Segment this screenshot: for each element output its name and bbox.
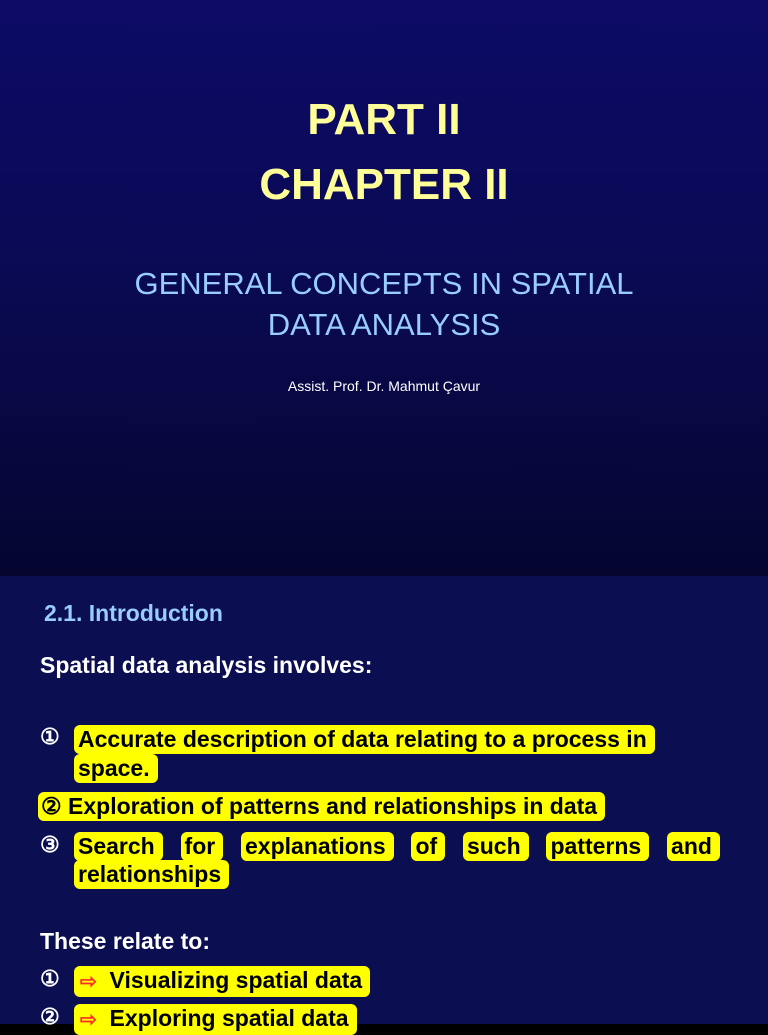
item-1-line-2 xyxy=(74,754,158,783)
item-3-text-2: relationships xyxy=(74,860,229,889)
number-three-marker: ③ xyxy=(40,832,60,857)
item-2-line xyxy=(38,792,605,821)
item-1-text-1: Accurate description of data relating to a process in xyxy=(74,725,655,754)
item-1-text-2: space. xyxy=(74,754,158,783)
relate-item-2-text: Exploring spatial data xyxy=(109,1005,349,1031)
chapter-title: CHAPTER II xyxy=(259,160,509,209)
relate-item-2 xyxy=(74,1004,357,1035)
number-one-marker: ① xyxy=(40,966,60,991)
intro-text: Spatial data analysis involves: xyxy=(40,652,373,678)
relate-heading: These relate to: xyxy=(40,928,210,954)
item-3-word: for xyxy=(181,832,224,861)
item-3-word: such xyxy=(463,832,529,861)
item-3-line-2 xyxy=(74,860,229,889)
item-2-text: Exploration of patterns and relationships in data xyxy=(68,793,598,819)
part-title: PART II xyxy=(307,95,461,144)
item-3-word: Search xyxy=(74,832,163,861)
item-3-word: patterns xyxy=(546,832,649,861)
subtitle-line-1: GENERAL CONCEPTS IN SPATIAL xyxy=(134,266,634,301)
number-two-marker: ② xyxy=(40,1004,60,1029)
number-two-marker: ② xyxy=(41,793,62,819)
right-arrow-icon: ⇨ xyxy=(80,1009,97,1031)
item-3-word: explanations xyxy=(241,832,394,861)
slide-subtitle xyxy=(60,263,708,345)
item-1-line-1 xyxy=(74,725,655,754)
subtitle-line-2: DATA ANALYSIS xyxy=(267,307,501,342)
relate-item-1-text: Visualizing spatial data xyxy=(109,967,363,993)
item-3-word: and xyxy=(667,832,720,861)
item-3-line-1 xyxy=(74,832,720,861)
item-3-word: of xyxy=(411,832,445,861)
number-one-marker: ① xyxy=(40,724,60,749)
right-arrow-icon: ⇨ xyxy=(80,971,97,993)
section-heading: 2.1. Introduction xyxy=(44,600,223,626)
author-name: Assist. Prof. Dr. Mahmut Çavur xyxy=(287,378,481,394)
relate-item-1 xyxy=(74,966,370,997)
